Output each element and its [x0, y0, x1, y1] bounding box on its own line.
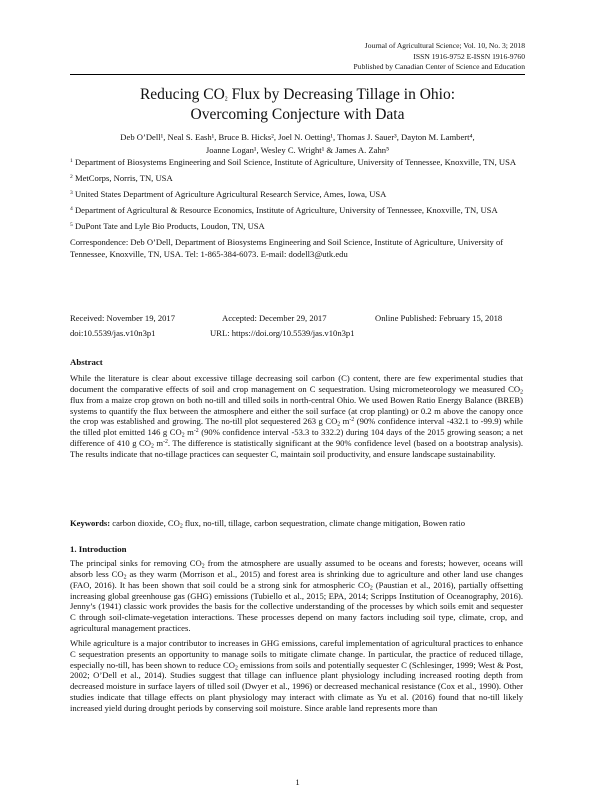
keywords-text: flux, no-till, tillage, carbon sequestration, climate change mitigation, Bowen ratio [182, 518, 466, 528]
authors-line-1: Deb O’Dell¹, Neal S. Eash¹, Bruce B. Hicks², Joel N. Oetting¹, Thomas J. Sauer³, Dayton M. Lambert⁴, [120, 132, 475, 142]
intro-text: from the atmosphere are usually assumed to be oceans and forests; however, oceans will absorb less CO [70, 558, 523, 579]
intro-paragraph-1 [70, 558, 523, 634]
doi-row [70, 326, 523, 341]
page-number: 1 [295, 777, 300, 787]
abstract-text: While the literature is clear about excessive tillage decreasing soil carbon (C) content, there are few experimental studies that document the comparative effects of soil and crop management on C sequestration. Using micrometeorology we measured CO [70, 373, 523, 394]
journal-issn: ISSN 1916-9752 E-ISSN 1916-9760 [413, 51, 525, 61]
subscript: 2 [520, 389, 523, 396]
received-date: Received: November 19, 2017 [70, 313, 176, 323]
abstract-text: (90% confidence interval -53.3 to 332.2) during 104 days of the 2015 growing season; a net difference of 410 g CO [70, 427, 523, 449]
subscript: 2 [181, 432, 185, 439]
url-link[interactable]: URL: https://doi.org/10.5539/jas.v10n3p1 [210, 327, 355, 338]
abstract-text: m [340, 416, 350, 427]
header-divider [70, 74, 525, 75]
keywords [70, 518, 523, 529]
subscript: 2 [201, 563, 205, 570]
affiliation-text: DuPont Tate and Lyle Bio Products, Loudon, TN, USA [74, 221, 265, 232]
accepted-date: Accepted: December 29, 2017 [222, 313, 327, 323]
affiliation-text: United States Department of Agriculture Agricultural Research Service, Ames, Iowa, USA [74, 189, 387, 200]
abstract-text: flux from a maize crop grown on both no-till and tilled soils in north-central Ohio. We used Bowen Ratio Energy Balance (BREB) systems to quantify the flux between the atmosphere and either the soil surface (at crop planting) or 0.2 m above the canopy once the crop was established and growing. The no-till plot sequestered 263 g CO [70, 394, 523, 427]
intro-paragraph-2 [70, 638, 523, 714]
affiliation-number: 1 [70, 158, 73, 164]
affiliation-1 [70, 157, 523, 168]
abstract-body [70, 373, 523, 464]
introduction-body [70, 558, 523, 718]
affiliation-number: 2 [70, 174, 73, 181]
journal-publisher: Published by Canadian Center of Science and Education [353, 62, 525, 71]
affiliation-3 [70, 189, 523, 200]
affiliation-4 [70, 205, 523, 216]
affiliations [70, 157, 523, 260]
subscript: 2 [150, 443, 154, 450]
dates-row [70, 311, 523, 326]
abstract-text: m [184, 427, 194, 438]
published-date: Online Published: February 15, 2018 [375, 313, 503, 323]
affiliation-2 [70, 173, 523, 184]
keywords-text: carbon dioxide, CO [110, 518, 180, 528]
abstract-text: (90% confidence interval -432.1 to -99.9) while the tilled plot emitted 146 g CO [70, 416, 523, 438]
correspondence: Correspondence: Deb O’Dell, Department of Biosystems Engineering and Soil Science, Institute of Agriculture, University of Tennessee, Knoxville, TN, USA. Tel: 1-865-384-6073. E-mail: dodell3@utk.edu [70, 237, 504, 259]
superscript: -2 [163, 439, 168, 446]
intro-text: as they warm (Morrison et al., 2015) and forest area is shrinking due to agriculture and other land use changes (FAO, 2016). It has been shown that soil could be a strong sink for atmospheric CO [70, 568, 523, 590]
journal-header [354, 41, 525, 73]
abstract-heading: Abstract [70, 357, 103, 367]
affiliation-5 [70, 221, 523, 232]
intro-text: (Paustian et al., 2016), partially offsetting increasing global greenhouse gas (GHG) emissions (Tubiello et al., 2015; EPA, 2014; Scripps Institution of Oceanography, 2016). Jenny’s (1941) classic work provides the basis for the collective understanding of the processes by which soils emit and sequester C through soil-climate-vegetation interactions. These processes depend on many factors including soil type, climate, crop, and agricultural management practices. [70, 579, 524, 634]
intro-text: emissions from soils and potentially sequester C (Schlesinger, 1999; West & Post, 2002; O’Dell et al., 2014). Studies suggest that tillage can influence plant physiology including increased rooting depth from decreased moisture in surface layers of tilled soil (Dwyer et al., 1996) or decreased mechanical resistance (Cox et al., 1990). Other studies indicate that tillage effects on plant physiology may interact with climate as Yu et al. (2016) found that no-till likely increased yield during drought periods by conserving soil moisture. Since arable land represents more than [70, 659, 523, 713]
affiliation-number: 3 [70, 190, 73, 197]
subscript: 2 [369, 585, 373, 592]
introduction-heading: 1. Introduction [70, 544, 127, 554]
affiliation-text: MetCorps, Norris, TN, USA [74, 173, 173, 184]
abstract-text: . The difference is statistically significant at the 90% confidence level (based on a bootstrap analysis). The results indicate that no-tillage practices can sequester C, maintain soil productivity, and ensure landscape sustainability. [70, 438, 524, 459]
intro-text: The principal sinks for removing CO [70, 558, 202, 568]
affiliation-number: 4 [70, 206, 73, 213]
doi-text: doi:10.5539/jas.v10n3p1 [70, 327, 156, 338]
authors-line-2: Joanne Logan¹, Wesley C. Wright¹ & James A. Zahn⁵ [205, 144, 390, 155]
abstract-paragraph [70, 373, 523, 460]
author-list [70, 131, 525, 156]
abstract-text: m [153, 438, 164, 449]
subscript: 2 [123, 574, 127, 581]
title-line-2: Overcoming Conjecture with Data [190, 106, 405, 123]
affiliation-text: Department of Biosystems Engineering and Soil Science, Institute of Agriculture, University of Tennessee, Knoxville, TN, USA [74, 157, 517, 167]
superscript: -2 [349, 417, 355, 424]
subscript: 2 [179, 523, 183, 530]
keywords-label: Keywords: [70, 518, 111, 528]
intro-text: While agriculture is a major contributor to increases in GHG emissions, careful implementation of agricultural practices to enhance C sequestration presents an opportunity to manage soils to mitigate climate change. In particular, the practice of reduced tillage, especially no-till, has been shown to reduce CO [70, 637, 523, 670]
title-line-1 [70, 85, 525, 105]
publication-dates [70, 311, 523, 340]
title-text: Reducing CO [139, 86, 225, 103]
affiliation-text: Department of Agricultural & Resource Economics, Institute of Agriculture, University of Tennessee, Knoxville, TN, USA [74, 205, 498, 216]
title-text: Flux by Decreasing Tillage in Ohio: [227, 86, 456, 103]
article-title [70, 85, 525, 125]
subscript: 2 [337, 421, 341, 428]
superscript: -2 [193, 428, 199, 435]
affiliation-number: 5 [70, 222, 73, 229]
subscript: 2 [234, 665, 238, 672]
title-subscript: 2 [224, 96, 228, 103]
journal-citation: Journal of Agricultural Science; Vol. 10, No. 3; 2018 [364, 41, 525, 50]
